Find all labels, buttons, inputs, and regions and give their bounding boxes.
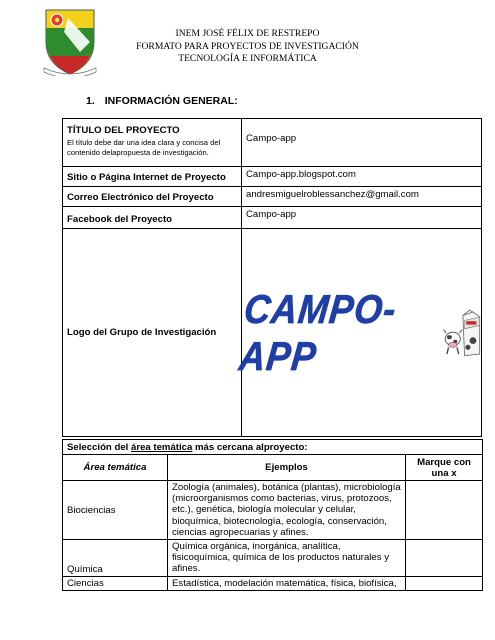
area-column-header: Área temática xyxy=(63,455,168,481)
website-row xyxy=(63,167,482,187)
facebook-value: Campo-app xyxy=(242,207,482,229)
project-title-value: Campo-app xyxy=(242,119,482,167)
table-row xyxy=(63,576,483,590)
project-title-note: El título debe dar una idea clara y concisa del contenido delapropuesta de investigación. xyxy=(67,138,221,157)
cow-and-milk-carton-icon xyxy=(441,304,481,362)
website-value: Campo-app.blogspot.com xyxy=(242,167,482,187)
mark-column-header: Marque con una x xyxy=(406,455,483,481)
logo-wordmark: CAMPO-APP xyxy=(237,285,399,379)
facebook-row xyxy=(63,207,482,229)
section-number: 1. xyxy=(86,95,95,107)
school-name: INEM JOSÉ FÉLIX DE RESTREPO xyxy=(175,28,320,39)
area-table-header xyxy=(63,455,483,481)
examples-column-header: Ejemplos xyxy=(168,455,406,481)
area-examples: Química orgánica, inorgánica, analítica, fisicoquímica, química de los productos naturales y afines. xyxy=(168,540,406,577)
project-title-row xyxy=(63,119,482,167)
logo-cell xyxy=(237,229,482,437)
area-mark-cell[interactable] xyxy=(406,540,483,577)
subject-name: TECNOLOGÍA E INFORMÁTICA xyxy=(178,53,317,64)
general-info-table xyxy=(62,118,482,437)
section-heading xyxy=(86,95,238,107)
email-label: Correo Electrónico del Proyecto xyxy=(63,187,242,207)
area-name: Ciencias xyxy=(63,576,168,590)
table-row xyxy=(63,481,483,540)
facebook-label: Facebook del Proyecto xyxy=(63,207,242,229)
area-examples: Zoología (animales), botánica (plantas), microbiología (microorganismos como bacterias, virus, protozoos, etc.), genética, biología molecular y celular, bioquímica, biotecnología, ecología, conservación, ciencias agropecuarias y afines. xyxy=(168,481,406,540)
section-title-text: INFORMACIÓN GENERAL: xyxy=(104,95,238,107)
area-selection-prompt: Selección del área temática más cercana alproyecto: xyxy=(63,440,483,455)
area-examples: Estadística, modelación matemática, física, biofísica, xyxy=(168,576,406,590)
document-header xyxy=(100,28,395,66)
logo-row xyxy=(63,229,482,437)
project-title-label-cell xyxy=(63,119,242,167)
area-selection-underlined: área temática xyxy=(131,441,193,453)
area-mark-cell[interactable] xyxy=(406,576,483,590)
project-title-label: TÍTULO DEL PROYECTO xyxy=(67,125,180,136)
area-name: Biociencias xyxy=(63,481,168,540)
email-row xyxy=(63,187,482,207)
project-logo xyxy=(237,230,481,436)
area-selection-row xyxy=(63,440,483,455)
area-name: Química xyxy=(63,540,168,577)
logo-label: Logo del Grupo de Investigación xyxy=(63,229,242,437)
area-mark-cell[interactable] xyxy=(406,481,483,540)
email-value: andresmiguelroblessanchez@gmail.com xyxy=(242,187,482,207)
thematic-area-table xyxy=(62,439,483,591)
school-crest-icon xyxy=(40,6,100,76)
website-label: Sitio o Página Internet de Proyecto xyxy=(63,167,242,187)
table-row xyxy=(63,540,483,577)
form-title: FORMATO PARA PROYECTOS DE INVESTIGACIÓN xyxy=(136,40,359,52)
